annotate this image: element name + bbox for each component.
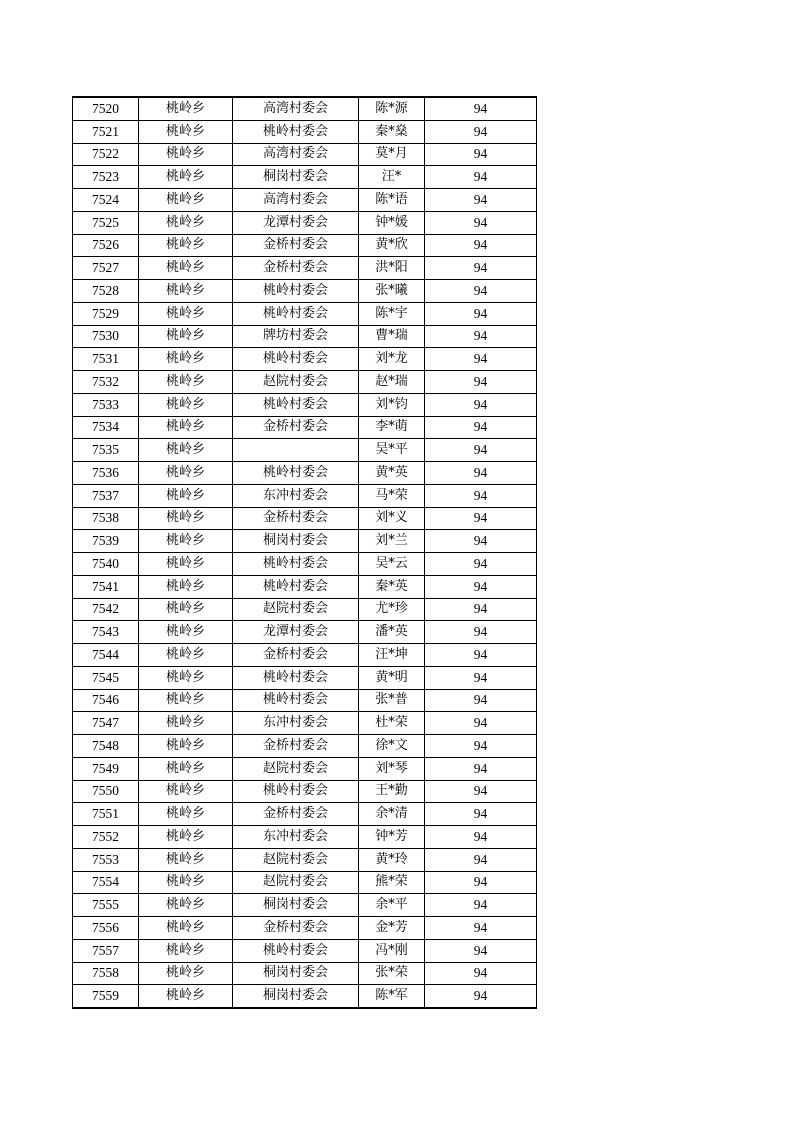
township-cell: 桃岭乡 [139, 371, 233, 394]
township-cell: 桃岭乡 [139, 416, 233, 439]
village-committee-cell: 高湾村委会 [233, 189, 359, 212]
score-cell: 94 [425, 257, 537, 280]
person-name-cell: 张*曦 [359, 280, 425, 303]
township-cell: 桃岭乡 [139, 575, 233, 598]
person-name-cell: 李*萌 [359, 416, 425, 439]
table-row [73, 484, 537, 507]
township-cell: 桃岭乡 [139, 553, 233, 576]
score-cell: 94 [425, 598, 537, 621]
village-committee-cell: 金桥村委会 [233, 234, 359, 257]
township-cell: 桃岭乡 [139, 348, 233, 371]
score-cell: 94 [425, 939, 537, 962]
table-row [73, 848, 537, 871]
table-row [73, 553, 537, 576]
township-cell: 桃岭乡 [139, 712, 233, 735]
person-name-cell: 金*芳 [359, 917, 425, 940]
serial-number-cell: 7546 [73, 689, 139, 712]
person-name-cell: 钟*芳 [359, 826, 425, 849]
roster-table [72, 96, 537, 1009]
village-committee-cell: 东冲村委会 [233, 712, 359, 735]
township-cell: 桃岭乡 [139, 621, 233, 644]
table-row [73, 530, 537, 553]
township-cell: 桃岭乡 [139, 507, 233, 530]
person-name-cell: 张*荣 [359, 962, 425, 985]
score-cell: 94 [425, 143, 537, 166]
table-row [73, 939, 537, 962]
person-name-cell: 徐*文 [359, 735, 425, 758]
person-name-cell: 莫*月 [359, 143, 425, 166]
village-committee-cell: 高湾村委会 [233, 97, 359, 120]
person-name-cell: 黄*明 [359, 666, 425, 689]
village-committee-cell: 金桥村委会 [233, 644, 359, 667]
score-cell: 94 [425, 280, 537, 303]
serial-number-cell: 7551 [73, 803, 139, 826]
score-cell: 94 [425, 644, 537, 667]
township-cell: 桃岭乡 [139, 484, 233, 507]
township-cell: 桃岭乡 [139, 780, 233, 803]
serial-number-cell: 7523 [73, 166, 139, 189]
score-cell: 94 [425, 848, 537, 871]
serial-number-cell: 7535 [73, 439, 139, 462]
person-name-cell: 黄*英 [359, 462, 425, 485]
table-row [73, 803, 537, 826]
score-cell: 94 [425, 735, 537, 758]
serial-number-cell: 7545 [73, 666, 139, 689]
township-cell: 桃岭乡 [139, 644, 233, 667]
serial-number-cell: 7547 [73, 712, 139, 735]
score-cell: 94 [425, 348, 537, 371]
table-row [73, 621, 537, 644]
village-committee-cell: 桃岭村委会 [233, 939, 359, 962]
village-committee-cell: 桃岭村委会 [233, 553, 359, 576]
person-name-cell: 陈*军 [359, 985, 425, 1008]
score-cell: 94 [425, 689, 537, 712]
township-cell: 桃岭乡 [139, 143, 233, 166]
serial-number-cell: 7531 [73, 348, 139, 371]
township-cell: 桃岭乡 [139, 166, 233, 189]
village-committee-cell: 赵院村委会 [233, 848, 359, 871]
person-name-cell: 尤*珍 [359, 598, 425, 621]
village-committee-cell: 桃岭村委会 [233, 780, 359, 803]
serial-number-cell: 7530 [73, 325, 139, 348]
table-row [73, 712, 537, 735]
village-committee-cell: 东冲村委会 [233, 484, 359, 507]
score-cell: 94 [425, 189, 537, 212]
serial-number-cell: 7538 [73, 507, 139, 530]
score-cell: 94 [425, 211, 537, 234]
table-row [73, 666, 537, 689]
score-cell: 94 [425, 553, 537, 576]
person-name-cell: 黄*玲 [359, 848, 425, 871]
person-name-cell: 陈*语 [359, 189, 425, 212]
township-cell: 桃岭乡 [139, 530, 233, 553]
village-committee-cell [233, 439, 359, 462]
person-name-cell: 刘*兰 [359, 530, 425, 553]
person-name-cell: 陈*宇 [359, 302, 425, 325]
score-cell: 94 [425, 484, 537, 507]
table-row [73, 575, 537, 598]
village-committee-cell: 桃岭村委会 [233, 120, 359, 143]
table-row [73, 644, 537, 667]
score-cell: 94 [425, 166, 537, 189]
person-name-cell: 马*荣 [359, 484, 425, 507]
village-committee-cell: 龙潭村委会 [233, 621, 359, 644]
township-cell: 桃岭乡 [139, 826, 233, 849]
table-row [73, 598, 537, 621]
township-cell: 桃岭乡 [139, 120, 233, 143]
person-name-cell: 刘*义 [359, 507, 425, 530]
table-row [73, 234, 537, 257]
table-row [73, 120, 537, 143]
village-committee-cell: 金桥村委会 [233, 416, 359, 439]
score-cell: 94 [425, 302, 537, 325]
score-cell: 94 [425, 962, 537, 985]
township-cell: 桃岭乡 [139, 985, 233, 1008]
serial-number-cell: 7534 [73, 416, 139, 439]
serial-number-cell: 7536 [73, 462, 139, 485]
score-cell: 94 [425, 826, 537, 849]
person-name-cell: 钟*媛 [359, 211, 425, 234]
person-name-cell: 刘*龙 [359, 348, 425, 371]
table-row [73, 280, 537, 303]
township-cell: 桃岭乡 [139, 211, 233, 234]
serial-number-cell: 7524 [73, 189, 139, 212]
table-row [73, 757, 537, 780]
township-cell: 桃岭乡 [139, 280, 233, 303]
village-committee-cell: 桃岭村委会 [233, 348, 359, 371]
table-row [73, 143, 537, 166]
roster-table-body [73, 97, 537, 1008]
score-cell: 94 [425, 416, 537, 439]
table-row [73, 917, 537, 940]
serial-number-cell: 7558 [73, 962, 139, 985]
village-committee-cell: 金桥村委会 [233, 917, 359, 940]
person-name-cell: 刘*琴 [359, 757, 425, 780]
table-row [73, 97, 537, 120]
person-name-cell: 赵*瑞 [359, 371, 425, 394]
township-cell: 桃岭乡 [139, 97, 233, 120]
table-row [73, 189, 537, 212]
serial-number-cell: 7532 [73, 371, 139, 394]
table-row [73, 348, 537, 371]
village-committee-cell: 桐岗村委会 [233, 894, 359, 917]
serial-number-cell: 7555 [73, 894, 139, 917]
township-cell: 桃岭乡 [139, 848, 233, 871]
township-cell: 桃岭乡 [139, 917, 233, 940]
score-cell: 94 [425, 871, 537, 894]
score-cell: 94 [425, 917, 537, 940]
person-name-cell: 黄*欣 [359, 234, 425, 257]
serial-number-cell: 7554 [73, 871, 139, 894]
score-cell: 94 [425, 894, 537, 917]
serial-number-cell: 7520 [73, 97, 139, 120]
score-cell: 94 [425, 780, 537, 803]
township-cell: 桃岭乡 [139, 894, 233, 917]
score-cell: 94 [425, 803, 537, 826]
person-name-cell: 杜*荣 [359, 712, 425, 735]
person-name-cell: 秦*英 [359, 575, 425, 598]
score-cell: 94 [425, 530, 537, 553]
serial-number-cell: 7557 [73, 939, 139, 962]
serial-number-cell: 7553 [73, 848, 139, 871]
score-cell: 94 [425, 325, 537, 348]
person-name-cell: 汪*坤 [359, 644, 425, 667]
township-cell: 桃岭乡 [139, 939, 233, 962]
score-cell: 94 [425, 666, 537, 689]
table-row [73, 302, 537, 325]
village-committee-cell: 桃岭村委会 [233, 393, 359, 416]
person-name-cell: 熊*荣 [359, 871, 425, 894]
serial-number-cell: 7529 [73, 302, 139, 325]
table-row [73, 325, 537, 348]
village-committee-cell: 金桥村委会 [233, 735, 359, 758]
score-cell: 94 [425, 234, 537, 257]
serial-number-cell: 7544 [73, 644, 139, 667]
township-cell: 桃岭乡 [139, 689, 233, 712]
village-committee-cell: 金桥村委会 [233, 507, 359, 530]
township-cell: 桃岭乡 [139, 393, 233, 416]
village-committee-cell: 桃岭村委会 [233, 302, 359, 325]
serial-number-cell: 7533 [73, 393, 139, 416]
village-committee-cell: 高湾村委会 [233, 143, 359, 166]
township-cell: 桃岭乡 [139, 257, 233, 280]
township-cell: 桃岭乡 [139, 189, 233, 212]
village-committee-cell: 金桥村委会 [233, 257, 359, 280]
person-name-cell: 汪* [359, 166, 425, 189]
score-cell: 94 [425, 507, 537, 530]
score-cell: 94 [425, 393, 537, 416]
table-row [73, 894, 537, 917]
person-name-cell: 刘*钧 [359, 393, 425, 416]
score-cell: 94 [425, 97, 537, 120]
table-row [73, 257, 537, 280]
person-name-cell: 潘*英 [359, 621, 425, 644]
serial-number-cell: 7525 [73, 211, 139, 234]
person-name-cell: 吴*云 [359, 553, 425, 576]
person-name-cell: 余*清 [359, 803, 425, 826]
township-cell: 桃岭乡 [139, 962, 233, 985]
score-cell: 94 [425, 621, 537, 644]
score-cell: 94 [425, 462, 537, 485]
table-row [73, 416, 537, 439]
person-name-cell: 张*普 [359, 689, 425, 712]
serial-number-cell: 7556 [73, 917, 139, 940]
township-cell: 桃岭乡 [139, 234, 233, 257]
table-row [73, 871, 537, 894]
village-committee-cell: 桃岭村委会 [233, 575, 359, 598]
score-cell: 94 [425, 712, 537, 735]
table-row [73, 985, 537, 1008]
village-committee-cell: 赵院村委会 [233, 757, 359, 780]
township-cell: 桃岭乡 [139, 757, 233, 780]
village-committee-cell: 牌坊村委会 [233, 325, 359, 348]
township-cell: 桃岭乡 [139, 803, 233, 826]
village-committee-cell: 赵院村委会 [233, 871, 359, 894]
table-row [73, 780, 537, 803]
township-cell: 桃岭乡 [139, 735, 233, 758]
village-committee-cell: 桐岗村委会 [233, 962, 359, 985]
village-committee-cell: 桃岭村委会 [233, 666, 359, 689]
table-row [73, 462, 537, 485]
serial-number-cell: 7549 [73, 757, 139, 780]
village-committee-cell: 桐岗村委会 [233, 530, 359, 553]
serial-number-cell: 7543 [73, 621, 139, 644]
table-row [73, 735, 537, 758]
serial-number-cell: 7559 [73, 985, 139, 1008]
serial-number-cell: 7548 [73, 735, 139, 758]
table-row [73, 962, 537, 985]
serial-number-cell: 7521 [73, 120, 139, 143]
person-name-cell: 陈*源 [359, 97, 425, 120]
table-row [73, 166, 537, 189]
score-cell: 94 [425, 575, 537, 598]
table-row [73, 211, 537, 234]
serial-number-cell: 7550 [73, 780, 139, 803]
score-cell: 94 [425, 985, 537, 1008]
score-cell: 94 [425, 120, 537, 143]
table-row [73, 826, 537, 849]
serial-number-cell: 7537 [73, 484, 139, 507]
table-row [73, 689, 537, 712]
village-committee-cell: 桃岭村委会 [233, 462, 359, 485]
village-committee-cell: 桐岗村委会 [233, 166, 359, 189]
table-row [73, 393, 537, 416]
table-row [73, 507, 537, 530]
score-cell: 94 [425, 757, 537, 780]
score-cell: 94 [425, 371, 537, 394]
township-cell: 桃岭乡 [139, 462, 233, 485]
village-committee-cell: 东冲村委会 [233, 826, 359, 849]
township-cell: 桃岭乡 [139, 666, 233, 689]
serial-number-cell: 7527 [73, 257, 139, 280]
village-committee-cell: 赵院村委会 [233, 371, 359, 394]
township-cell: 桃岭乡 [139, 439, 233, 462]
score-cell: 94 [425, 439, 537, 462]
serial-number-cell: 7522 [73, 143, 139, 166]
serial-number-cell: 7542 [73, 598, 139, 621]
person-name-cell: 冯*刚 [359, 939, 425, 962]
person-name-cell: 吴*平 [359, 439, 425, 462]
serial-number-cell: 7552 [73, 826, 139, 849]
village-committee-cell: 赵院村委会 [233, 598, 359, 621]
township-cell: 桃岭乡 [139, 302, 233, 325]
table-row [73, 371, 537, 394]
person-name-cell: 余*平 [359, 894, 425, 917]
person-name-cell: 王*勤 [359, 780, 425, 803]
serial-number-cell: 7541 [73, 575, 139, 598]
village-committee-cell: 桐岗村委会 [233, 985, 359, 1008]
table-row [73, 439, 537, 462]
person-name-cell: 曹*瑞 [359, 325, 425, 348]
serial-number-cell: 7526 [73, 234, 139, 257]
serial-number-cell: 7539 [73, 530, 139, 553]
township-cell: 桃岭乡 [139, 325, 233, 348]
village-committee-cell: 龙潭村委会 [233, 211, 359, 234]
township-cell: 桃岭乡 [139, 598, 233, 621]
village-committee-cell: 金桥村委会 [233, 803, 359, 826]
serial-number-cell: 7540 [73, 553, 139, 576]
person-name-cell: 洪*阳 [359, 257, 425, 280]
village-committee-cell: 桃岭村委会 [233, 689, 359, 712]
person-name-cell: 秦*燊 [359, 120, 425, 143]
serial-number-cell: 7528 [73, 280, 139, 303]
village-committee-cell: 桃岭村委会 [233, 280, 359, 303]
township-cell: 桃岭乡 [139, 871, 233, 894]
